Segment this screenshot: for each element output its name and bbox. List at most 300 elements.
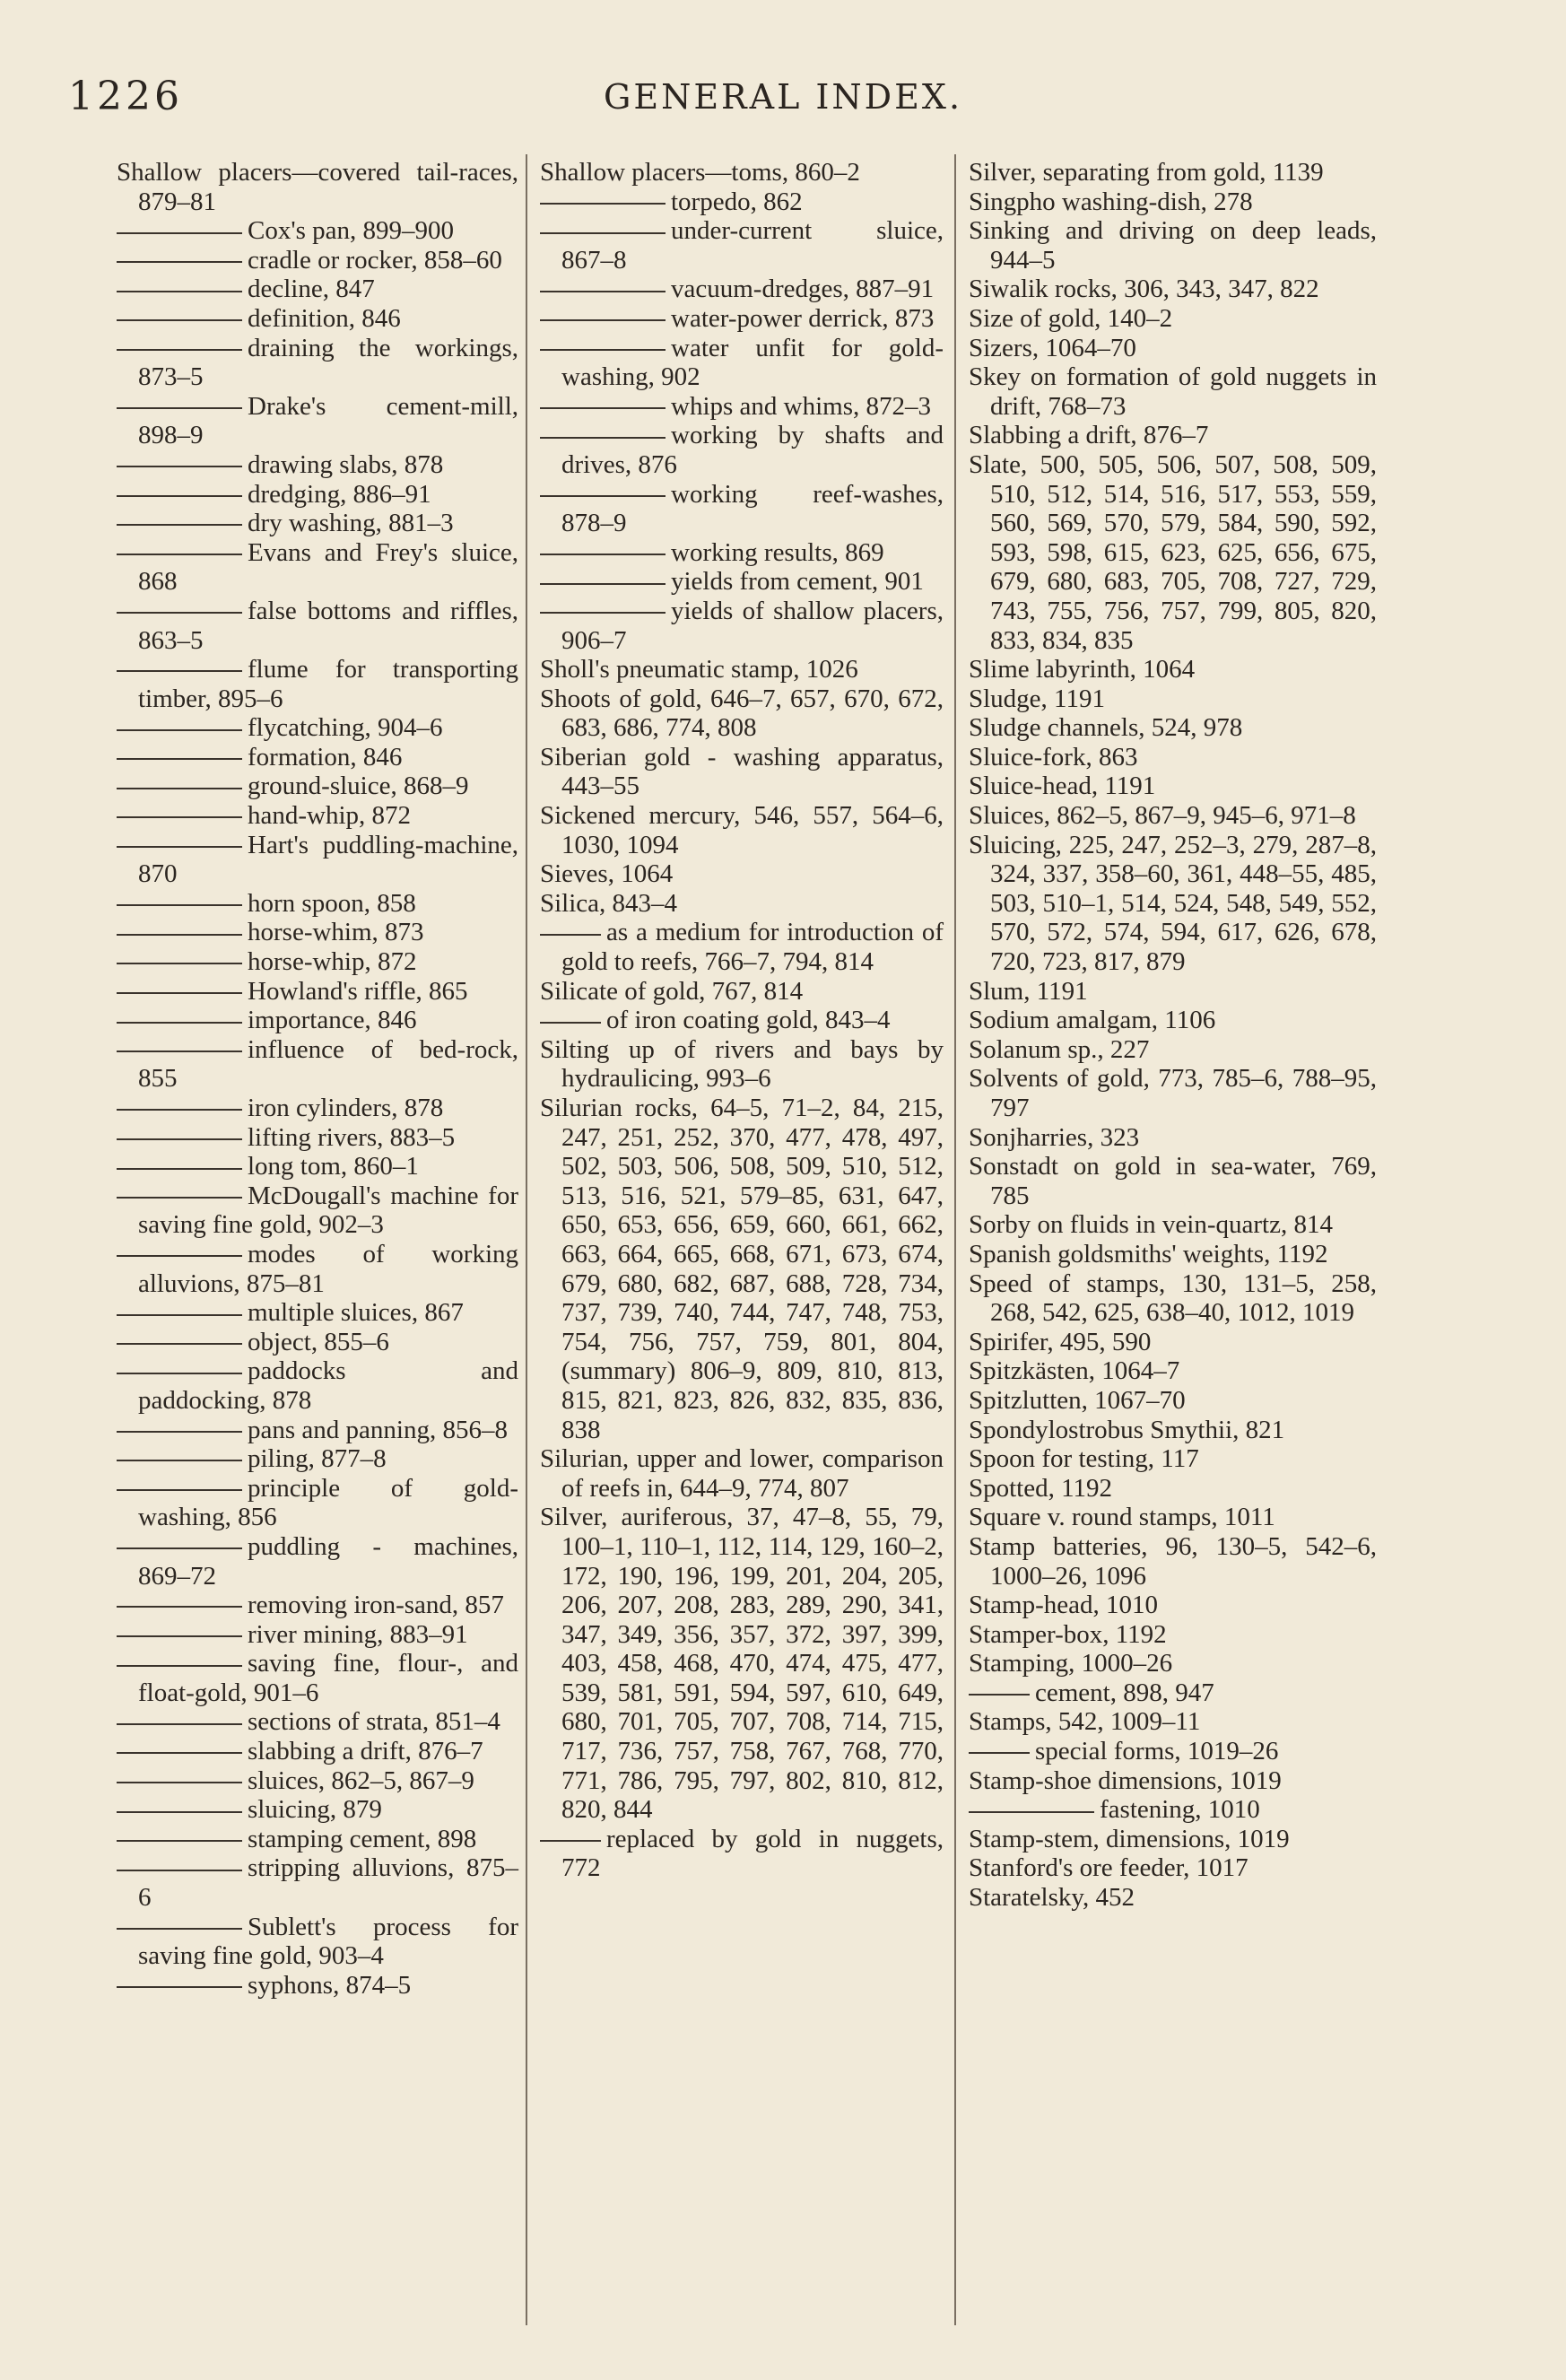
index-entry-text: syphons, 874–5	[248, 1970, 412, 2000]
index-entry-text: Solanum sp., 227	[969, 1034, 1150, 1064]
index-entry-text: Solvents of gold, 773, 785–6, 788–95, 797	[969, 1064, 1377, 1122]
index-entry	[117, 977, 518, 1007]
index-entry	[540, 743, 944, 801]
index-entry	[117, 655, 518, 713]
ditto-rule	[117, 1811, 242, 1813]
index-entry-text: piling, 877–8	[248, 1444, 387, 1474]
index-entry	[117, 1356, 518, 1415]
index-entry	[969, 1269, 1377, 1328]
index-entry-text: principle of gold-washing, 856	[138, 1473, 518, 1532]
index-entry-text: horse-whip, 872	[248, 947, 417, 977]
index-entry	[969, 1444, 1377, 1474]
index-entry-text: under-current sluice, 867–8	[561, 216, 944, 275]
index-entry	[969, 1853, 1377, 1883]
index-entry	[117, 801, 518, 831]
index-entry-text: stripping alluvions, 875–6	[138, 1853, 518, 1913]
index-entry	[540, 684, 944, 743]
index-entry-text: stamping cement, 898	[248, 1824, 477, 1853]
index-column-2	[540, 158, 944, 1883]
ditto-rule	[117, 1870, 242, 1871]
index-entry	[540, 158, 944, 187]
index-entry	[969, 1006, 1377, 1035]
ditto-rule	[117, 904, 242, 906]
index-entry	[117, 918, 518, 947]
index-entry	[117, 597, 518, 655]
index-entry	[969, 1795, 1377, 1825]
ditto-rule	[540, 291, 666, 292]
index-entry-text: Stamp-shoe dimensions, 1019	[969, 1765, 1282, 1795]
ditto-rule	[117, 934, 242, 936]
ditto-rule	[117, 1343, 242, 1345]
index-entry-text: sluicing, 879	[248, 1795, 382, 1825]
index-entry	[969, 1416, 1377, 1445]
index-entry-text: Sinking and driving on deep leads, 944–5	[969, 216, 1377, 275]
index-entry-text: cement, 898, 947	[1035, 1678, 1214, 1707]
index-entry-text: as a medium for introduction of gold to reefs, 766–7, 794, 814	[561, 918, 944, 977]
index-entry-text: Spitzkästen, 1064–7	[969, 1356, 1180, 1386]
index-entry-text: Stamping, 1000–26	[969, 1649, 1173, 1678]
index-entry-text: importance, 846	[248, 1006, 417, 1035]
index-entry	[540, 889, 944, 919]
index-entry	[117, 1913, 518, 1971]
index-entry	[969, 1883, 1377, 1913]
index-entry	[969, 1356, 1377, 1386]
index-entry	[540, 655, 944, 684]
index-entry	[117, 246, 518, 275]
index-entry-text: puddling - machines, 869–72	[138, 1531, 518, 1591]
index-entry	[117, 1737, 518, 1766]
index-entry	[969, 801, 1377, 831]
index-entry	[117, 743, 518, 772]
index-entry-text: Sludge channels, 524, 978	[969, 713, 1243, 743]
index-column-1	[117, 158, 518, 2000]
index-entry	[969, 1678, 1377, 1708]
ditto-rule	[117, 1606, 242, 1608]
index-entry-text: paddocks and paddocking, 878	[138, 1356, 518, 1415]
index-entry-text: Spotted, 1192	[969, 1473, 1113, 1503]
index-entry-text: Slate, 500, 505, 506, 507, 508, 509, 510, 512, 514, 516, 517, 553, 559, 560, 569, 570, 579, 584, 590, 592, 593, 598, 615, 623, 625, 656, 675, 679, 680, 683, 705, 708, 727, 729, 743, 755, 756, 757, 799, 805, 820, 833, 834, 835	[969, 449, 1377, 655]
index-entry	[117, 1035, 518, 1094]
index-entry	[969, 1152, 1377, 1210]
index-entry-text: Silicate of gold, 767, 814	[540, 976, 804, 1006]
index-entry-text: flycatching, 904–6	[248, 713, 443, 743]
index-entry-text: Hart's puddling-machine, 870	[138, 830, 518, 889]
ditto-rule	[117, 466, 242, 467]
ditto-rule	[117, 758, 242, 760]
index-entry-text: Slum, 1191	[969, 976, 1088, 1006]
index-entry	[117, 1649, 518, 1707]
index-entry-text: Spitzlutten, 1067–70	[969, 1385, 1186, 1415]
index-entry-text: Shoots of gold, 646–7, 657, 670, 672, 683, 686, 774, 808	[540, 684, 944, 743]
index-entry-text: Sodium amalgam, 1106	[969, 1006, 1216, 1035]
index-entry	[540, 216, 944, 275]
ditto-rule	[117, 1051, 242, 1052]
index-entry-text: Size of gold, 140–2	[969, 303, 1173, 333]
index-entry	[969, 1825, 1377, 1854]
index-entry	[969, 362, 1377, 421]
index-entry	[969, 421, 1377, 450]
index-entry	[117, 158, 518, 216]
ditto-rule	[117, 1255, 242, 1257]
index-entry-text: Sluice-head, 1191	[969, 772, 1156, 801]
index-entry-text: Sluice-fork, 863	[969, 742, 1138, 772]
index-entry-text: pans and panning, 856–8	[248, 1415, 508, 1444]
index-entry-text: Silurian, upper and lower, comparison of reefs in, 644–9, 774, 807	[540, 1444, 944, 1503]
index-entry	[540, 1006, 944, 1035]
ditto-rule	[540, 583, 666, 585]
index-entry	[117, 1444, 518, 1474]
index-entry-text: Evans and Frey's sluice, 868	[138, 537, 518, 597]
index-entry	[117, 1853, 518, 1912]
index-entry	[969, 772, 1377, 801]
index-entry	[117, 509, 518, 538]
index-entry-text: slabbing a drift, 876–7	[248, 1737, 483, 1766]
ditto-rule	[540, 319, 666, 321]
index-entry-text: removing iron-sand, 857	[248, 1591, 504, 1620]
index-entry	[540, 275, 944, 304]
index-entry-text: of iron coating gold, 843–4	[606, 1006, 891, 1035]
index-entry-text: influence of bed-rock, 855	[138, 1034, 518, 1094]
index-entry-text: yields of shallow placers, 906–7	[561, 596, 944, 655]
index-entry	[117, 1620, 518, 1650]
index-entry	[117, 831, 518, 889]
index-entry	[117, 889, 518, 919]
index-entry	[540, 480, 944, 538]
index-entry	[540, 1825, 944, 1883]
ditto-rule	[117, 729, 242, 731]
index-entry	[117, 392, 518, 450]
ditto-rule	[540, 232, 666, 234]
index-entry	[117, 1094, 518, 1123]
index-entry	[969, 304, 1377, 334]
ditto-rule	[117, 319, 242, 321]
index-entry-text: formation, 846	[248, 742, 403, 772]
index-entry	[117, 480, 518, 510]
ditto-rule	[117, 407, 242, 409]
index-entry	[969, 158, 1377, 187]
index-entry	[117, 450, 518, 480]
index-entry-text: Silver, separating from gold, 1139	[969, 158, 1324, 187]
ditto-rule	[540, 934, 601, 936]
index-entry-text: torpedo, 862	[671, 187, 803, 216]
index-entry	[540, 1503, 944, 1825]
index-entry-text: drawing slabs, 878	[248, 449, 444, 479]
index-entry	[969, 1328, 1377, 1357]
ditto-rule	[540, 612, 666, 614]
index-entry-text: hand-whip, 872	[248, 801, 412, 831]
ditto-rule	[117, 846, 242, 848]
index-entry-text: Howland's riffle, 865	[248, 976, 468, 1006]
index-entry	[117, 1123, 518, 1153]
ditto-rule	[540, 495, 666, 497]
page-number: 1226	[68, 74, 183, 119]
index-entry	[540, 1094, 944, 1444]
index-entry-text: Singpho washing-dish, 278	[969, 187, 1253, 216]
index-entry-text: Drake's cement-mill, 898–9	[138, 391, 518, 450]
index-entry-text: Staratelsky, 452	[969, 1883, 1135, 1913]
index-entry-text: Silica, 843–4	[540, 888, 678, 918]
index-entry-text: replaced by gold in nuggets, 772	[561, 1824, 944, 1883]
index-entry-text: water-power derrick, 873	[671, 303, 935, 333]
ditto-rule	[540, 437, 666, 439]
index-entry-text: cradle or rocker, 858–60	[248, 245, 502, 275]
index-entry-text: false bottoms and riffles, 863–5	[138, 596, 518, 655]
index-entry-text: Shallow placers—covered tail-races, 879–81	[117, 158, 518, 216]
index-entry	[969, 334, 1377, 363]
ditto-rule	[117, 291, 242, 292]
ditto-rule	[117, 1840, 242, 1842]
index-entry	[540, 918, 944, 976]
ditto-rule	[117, 1928, 242, 1930]
index-entry	[117, 1532, 518, 1591]
page-title: GENERAL INDEX.	[603, 77, 963, 117]
ditto-rule	[117, 1168, 242, 1170]
index-entry	[969, 450, 1377, 655]
index-entry	[969, 831, 1377, 977]
index-entry-text: Sonjharries, 323	[969, 1122, 1140, 1152]
index-entry	[969, 1591, 1377, 1620]
index-entry-text: lifting rivers, 883–5	[248, 1122, 456, 1152]
index-entry-text: water unfit for gold-washing, 902	[561, 333, 944, 392]
index-entry	[117, 275, 518, 304]
index-entry	[540, 421, 944, 479]
index-entry-text: Stamp batteries, 96, 130–5, 542–6, 1000–26, 1096	[969, 1531, 1377, 1591]
index-entry	[969, 1532, 1377, 1591]
index-entry-text: flume for transporting timber, 895–6	[138, 655, 518, 713]
index-entry-text: Sholl's pneumatic stamp, 1026	[540, 655, 858, 684]
index-entry-text: working reef-washes, 878–9	[561, 479, 944, 538]
ditto-rule	[969, 1752, 1030, 1754]
index-entry-text: Spondylostrobus Smythii, 821	[969, 1415, 1285, 1444]
index-entry	[969, 977, 1377, 1007]
index-entry-text: Sublett's process for saving fine gold, 903–4	[138, 1912, 518, 1971]
index-entry	[117, 1240, 518, 1298]
index-entry-text: Spoon for testing, 117	[969, 1444, 1199, 1474]
index-entry	[969, 1240, 1377, 1269]
index-entry-text: draining the workings, 873–5	[138, 333, 518, 392]
index-entry	[117, 1416, 518, 1445]
index-entry-text: Sorby on fluids in vein-quartz, 814	[969, 1210, 1333, 1240]
index-entry-text: Silver, auriferous, 37, 47–8, 55, 79, 100–1, 110–1, 112, 114, 129, 160–2, 172, 190, 196, 199, 201, 204, 205, 206, 207, 208, 283, 289, 290, 341, 347, 349, 356, 357, 372, 397, 399, 403, 458, 468, 470, 474, 475, 477, 539, 581, 591, 594, 597, 610, 649, 680, 701, 705, 707, 708, 714, 715, 717, 736, 757, 758, 767, 768, 770, 771, 786, 795, 797, 802, 810, 812, 820, 844	[540, 1503, 944, 1825]
ditto-rule	[117, 524, 242, 526]
index-entry-text: Stamp-stem, dimensions, 1019	[969, 1824, 1290, 1853]
index-entry-text: Spirifer, 495, 590	[969, 1327, 1152, 1356]
column-divider	[954, 154, 956, 2325]
index-entry-text: special forms, 1019–26	[1035, 1737, 1279, 1766]
index-entry-text: Sizers, 1064–70	[969, 333, 1136, 362]
ditto-rule	[117, 1635, 242, 1637]
ditto-rule	[117, 1460, 242, 1461]
index-entry-text: Sluices, 862–5, 867–9, 945–6, 971–8	[969, 801, 1356, 831]
index-entry-text: working results, 869	[671, 537, 884, 567]
index-entry	[540, 1444, 944, 1503]
ditto-rule	[117, 788, 242, 789]
index-entry	[540, 859, 944, 889]
ditto-rule	[540, 407, 666, 409]
index-entry-text: Stamper-box, 1192	[969, 1619, 1167, 1649]
index-entry-text: McDougall's machine for saving fine gold, 902–3	[138, 1181, 518, 1240]
ditto-rule	[117, 1373, 242, 1374]
ditto-rule	[540, 203, 666, 205]
ditto-rule	[117, 1022, 242, 1024]
index-entry	[117, 947, 518, 977]
index-entry-text: river mining, 883–91	[248, 1619, 468, 1649]
index-entry-text: Sludge, 1191	[969, 684, 1105, 713]
ditto-rule	[117, 1109, 242, 1111]
index-entry	[117, 772, 518, 801]
index-entry-text: Stamp-head, 1010	[969, 1591, 1159, 1620]
ditto-rule	[117, 670, 242, 672]
index-entry	[969, 1620, 1377, 1650]
index-entry-text: Siberian gold - washing apparatus, 443–55	[540, 742, 944, 801]
index-entry	[969, 187, 1377, 217]
index-entry-text: object, 855–6	[248, 1327, 389, 1356]
index-entry	[117, 1591, 518, 1620]
ditto-rule	[117, 612, 242, 614]
ditto-rule	[117, 554, 242, 555]
index-entry	[117, 1766, 518, 1796]
index-entry	[969, 1474, 1377, 1504]
index-entry	[117, 1474, 518, 1532]
index-entry	[540, 597, 944, 655]
index-entry	[969, 684, 1377, 714]
index-entry-text: horse-whim, 873	[248, 918, 424, 947]
ditto-rule	[117, 495, 242, 497]
index-entry-text: Slabbing a drift, 876–7	[969, 421, 1209, 450]
index-entry-text: dredging, 886–91	[248, 479, 431, 509]
index-entry	[117, 1795, 518, 1825]
index-entry	[540, 392, 944, 422]
index-entry	[117, 1707, 518, 1737]
ditto-rule	[540, 349, 666, 351]
index-entry-text: Spanish goldsmiths' weights, 1192	[969, 1239, 1328, 1268]
ditto-rule	[969, 1694, 1030, 1696]
index-entry	[969, 1210, 1377, 1240]
index-entry	[969, 1123, 1377, 1153]
index-entry-text: Sieves, 1064	[540, 859, 674, 889]
index-entry	[969, 1503, 1377, 1532]
index-entry	[969, 655, 1377, 684]
index-entry-text: Sonstadt on gold in sea-water, 769, 785	[969, 1152, 1377, 1210]
ditto-rule	[117, 232, 242, 234]
index-entry	[117, 1181, 518, 1240]
index-entry	[540, 304, 944, 334]
index-entry	[540, 538, 944, 568]
index-entry-text: multiple sluices, 867	[248, 1298, 464, 1328]
ditto-rule	[117, 992, 242, 994]
index-entry-text: definition, 846	[248, 303, 401, 333]
index-entry	[969, 743, 1377, 772]
index-entry-text: Silting up of rivers and bays by hydraulicing, 993–6	[540, 1034, 944, 1094]
ditto-rule	[117, 1665, 242, 1667]
index-entry	[540, 977, 944, 1007]
index-column-3	[969, 158, 1377, 1913]
ditto-rule	[117, 1723, 242, 1725]
index-entry	[117, 1006, 518, 1035]
index-entry	[969, 1386, 1377, 1416]
ditto-rule	[117, 1431, 242, 1433]
index-entry-text: Shallow placers—toms, 860–2	[540, 158, 860, 187]
index-entry-text: decline, 847	[248, 275, 375, 304]
index-entry-text: sections of strata, 851–4	[248, 1707, 500, 1737]
index-entry-text: fastening, 1010	[1100, 1795, 1260, 1825]
ditto-rule	[117, 1314, 242, 1316]
index-entry-text: saving fine, flour-, and float-gold, 901–6	[138, 1649, 518, 1707]
index-entry-text: Sluicing, 225, 247, 252–3, 279, 287–8, 324, 337, 358–60, 361, 448–55, 485, 503, 510–1, 514, 524, 548, 549, 552, 570, 572, 574, 594, 617, 626, 678, 720, 723, 817, 879	[969, 830, 1377, 977]
index-entry	[540, 1035, 944, 1094]
index-entry	[117, 334, 518, 392]
ditto-rule	[117, 1197, 242, 1199]
index-entry-text: whips and whims, 872–3	[671, 391, 931, 421]
index-entry	[117, 538, 518, 597]
index-entry	[540, 334, 944, 392]
index-entry-text: horn spoon, 858	[248, 888, 416, 918]
ditto-rule	[117, 261, 242, 263]
index-entry-text: sluices, 862–5, 867–9	[248, 1765, 474, 1795]
ditto-rule	[117, 1547, 242, 1549]
index-entry	[969, 216, 1377, 275]
index-entry-text: Cox's pan, 899–900	[248, 216, 454, 246]
index-entry-text: Sickened mercury, 546, 557, 564–6, 1030, 1094	[540, 801, 944, 859]
ditto-rule	[117, 963, 242, 964]
index-entry-text: iron cylinders, 878	[248, 1094, 444, 1122]
index-entry-text: working by shafts and drives, 876	[561, 421, 944, 479]
index-entry	[969, 275, 1377, 304]
ditto-rule	[117, 1752, 242, 1754]
ditto-rule	[117, 1782, 242, 1783]
index-entry-text: vacuum-dredges, 887–91	[671, 275, 935, 304]
index-entry-text: modes of working alluvions, 875–81	[138, 1239, 518, 1298]
ditto-rule	[540, 554, 666, 555]
index-entry-text: Slime labyrinth, 1064	[969, 655, 1196, 684]
index-entry-text: ground-sluice, 868–9	[248, 772, 469, 801]
index-entry	[540, 801, 944, 859]
index-entry	[969, 1649, 1377, 1678]
ditto-rule	[117, 1138, 242, 1140]
index-entry-text: Square v. round stamps, 1011	[969, 1503, 1275, 1532]
ditto-rule	[117, 1489, 242, 1491]
index-entry	[117, 216, 518, 246]
index-entry	[969, 1064, 1377, 1122]
index-entry	[117, 1825, 518, 1854]
index-entry	[117, 1298, 518, 1328]
index-entry	[117, 1328, 518, 1357]
index-entry-text: Stanford's ore feeder, 1017	[969, 1853, 1248, 1883]
column-divider	[526, 154, 527, 2325]
index-entry	[969, 1707, 1377, 1737]
index-entry-text: dry washing, 881–3	[248, 509, 454, 538]
index-entry-text: Silurian rocks, 64–5, 71–2, 84, 215, 247, 251, 252, 370, 477, 478, 497, 502, 503, 506, 508, 509, 510, 512, 513, 516, 521, 579–85, 631, 647, 650, 653, 656, 659, 660, 661, 662, 663, 664, 665, 668, 671, 673, 674, 679, 680, 682, 687, 688, 728, 734, 737, 739, 740, 744, 747, 748, 753, 754, 756, 757, 759, 801, 804, (summary) 806–9, 809, 810, 813, 815, 821, 823, 826, 832, 835, 836, 838	[540, 1094, 944, 1444]
index-entry	[969, 1035, 1377, 1065]
ditto-rule	[117, 1986, 242, 1988]
index-entry	[117, 1152, 518, 1181]
index-entry-text: long tom, 860–1	[248, 1152, 419, 1181]
ditto-rule	[969, 1811, 1094, 1813]
index-entry	[969, 1737, 1377, 1766]
index-entry-text: Siwalik rocks, 306, 343, 347, 822	[969, 275, 1319, 304]
ditto-rule	[540, 1022, 601, 1024]
index-entry	[117, 304, 518, 334]
index-entry-text: Stamps, 542, 1009–11	[969, 1707, 1201, 1737]
index-entry-text: Skey on formation of gold nuggets in drift, 768–73	[969, 362, 1377, 421]
index-entry-text: Speed of stamps, 130, 131–5, 258, 268, 542, 625, 638–40, 1012, 1019	[969, 1268, 1377, 1328]
index-entry	[969, 1766, 1377, 1796]
index-entry	[969, 713, 1377, 743]
index-entry-text: yields from cement, 901	[671, 567, 924, 597]
index-entry	[117, 1971, 518, 2001]
ditto-rule	[540, 1840, 601, 1842]
index-entry	[540, 567, 944, 597]
